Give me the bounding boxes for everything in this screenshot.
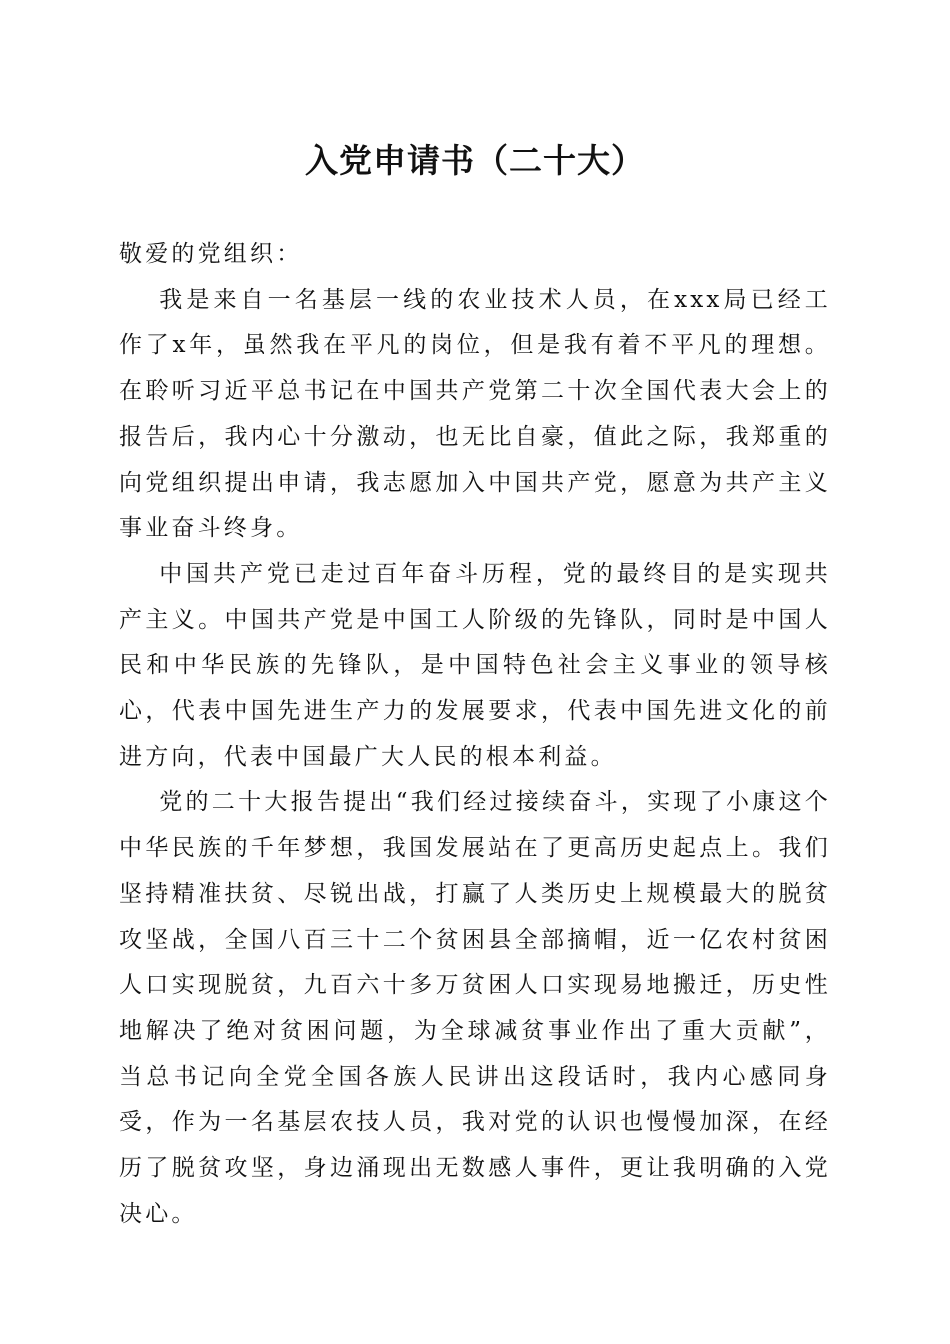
paragraph-2: 中国共产党已走过百年奋斗历程，党的最终目的是实现共产主义。中国共产党是中国工人阶级的先锋队，同时是中国人民和中华民族的先锋队，是中国特色社会主义事业的领导核心，代表中国先进生产力的发展要求，代表中国先进文化的前进方向，代表中国最广大人民的根本利益。 (119, 560, 831, 770)
paragraph-1: 我是来自一名基层一线的农业技术人员，在xxx局已经工作了x年，虽然我在平凡的岗位，但是我有着不平凡的理想。在聆听习近平总书记在中国共产党第二十次全国代表大会上的报告后，我内心十分激动，也无比自豪，值此之际，我郑重的向党组织提出申请，我志愿加入中国共产党，愿意为共产主义事业奋斗终身。 (119, 286, 831, 542)
document-body (119, 232, 831, 1237)
salutation: 敬爱的党组织： (119, 241, 303, 267)
paragraph-3: 党的二十大报告提出“我们经过接续奋斗，实现了小康这个中华民族的千年梦想，我国发展站在了更高历史起点上。我们坚持精准扶贫、尽锐出战，打赢了人类历史上规模最大的脱贫攻坚战，全国八百三十二个贫困县全部摘帽，近一亿农村贫困人口实现脱贫，九百六十多万贫困人口实现易地搬迁，历史性地解决了绝对贫困问题，为全球减贫事业作出了重大贡献”，当总书记向全党全国各族人民讲出这段话时，我内心感同身受，作为一名基层农技人员，我对党的认识也慢慢加深，在经历了脱贫攻坚，身边涌现出无数感人事件，更让我明确的入党决心。 (119, 789, 831, 1227)
document-title: 入党申请书（二十大） (305, 141, 645, 180)
